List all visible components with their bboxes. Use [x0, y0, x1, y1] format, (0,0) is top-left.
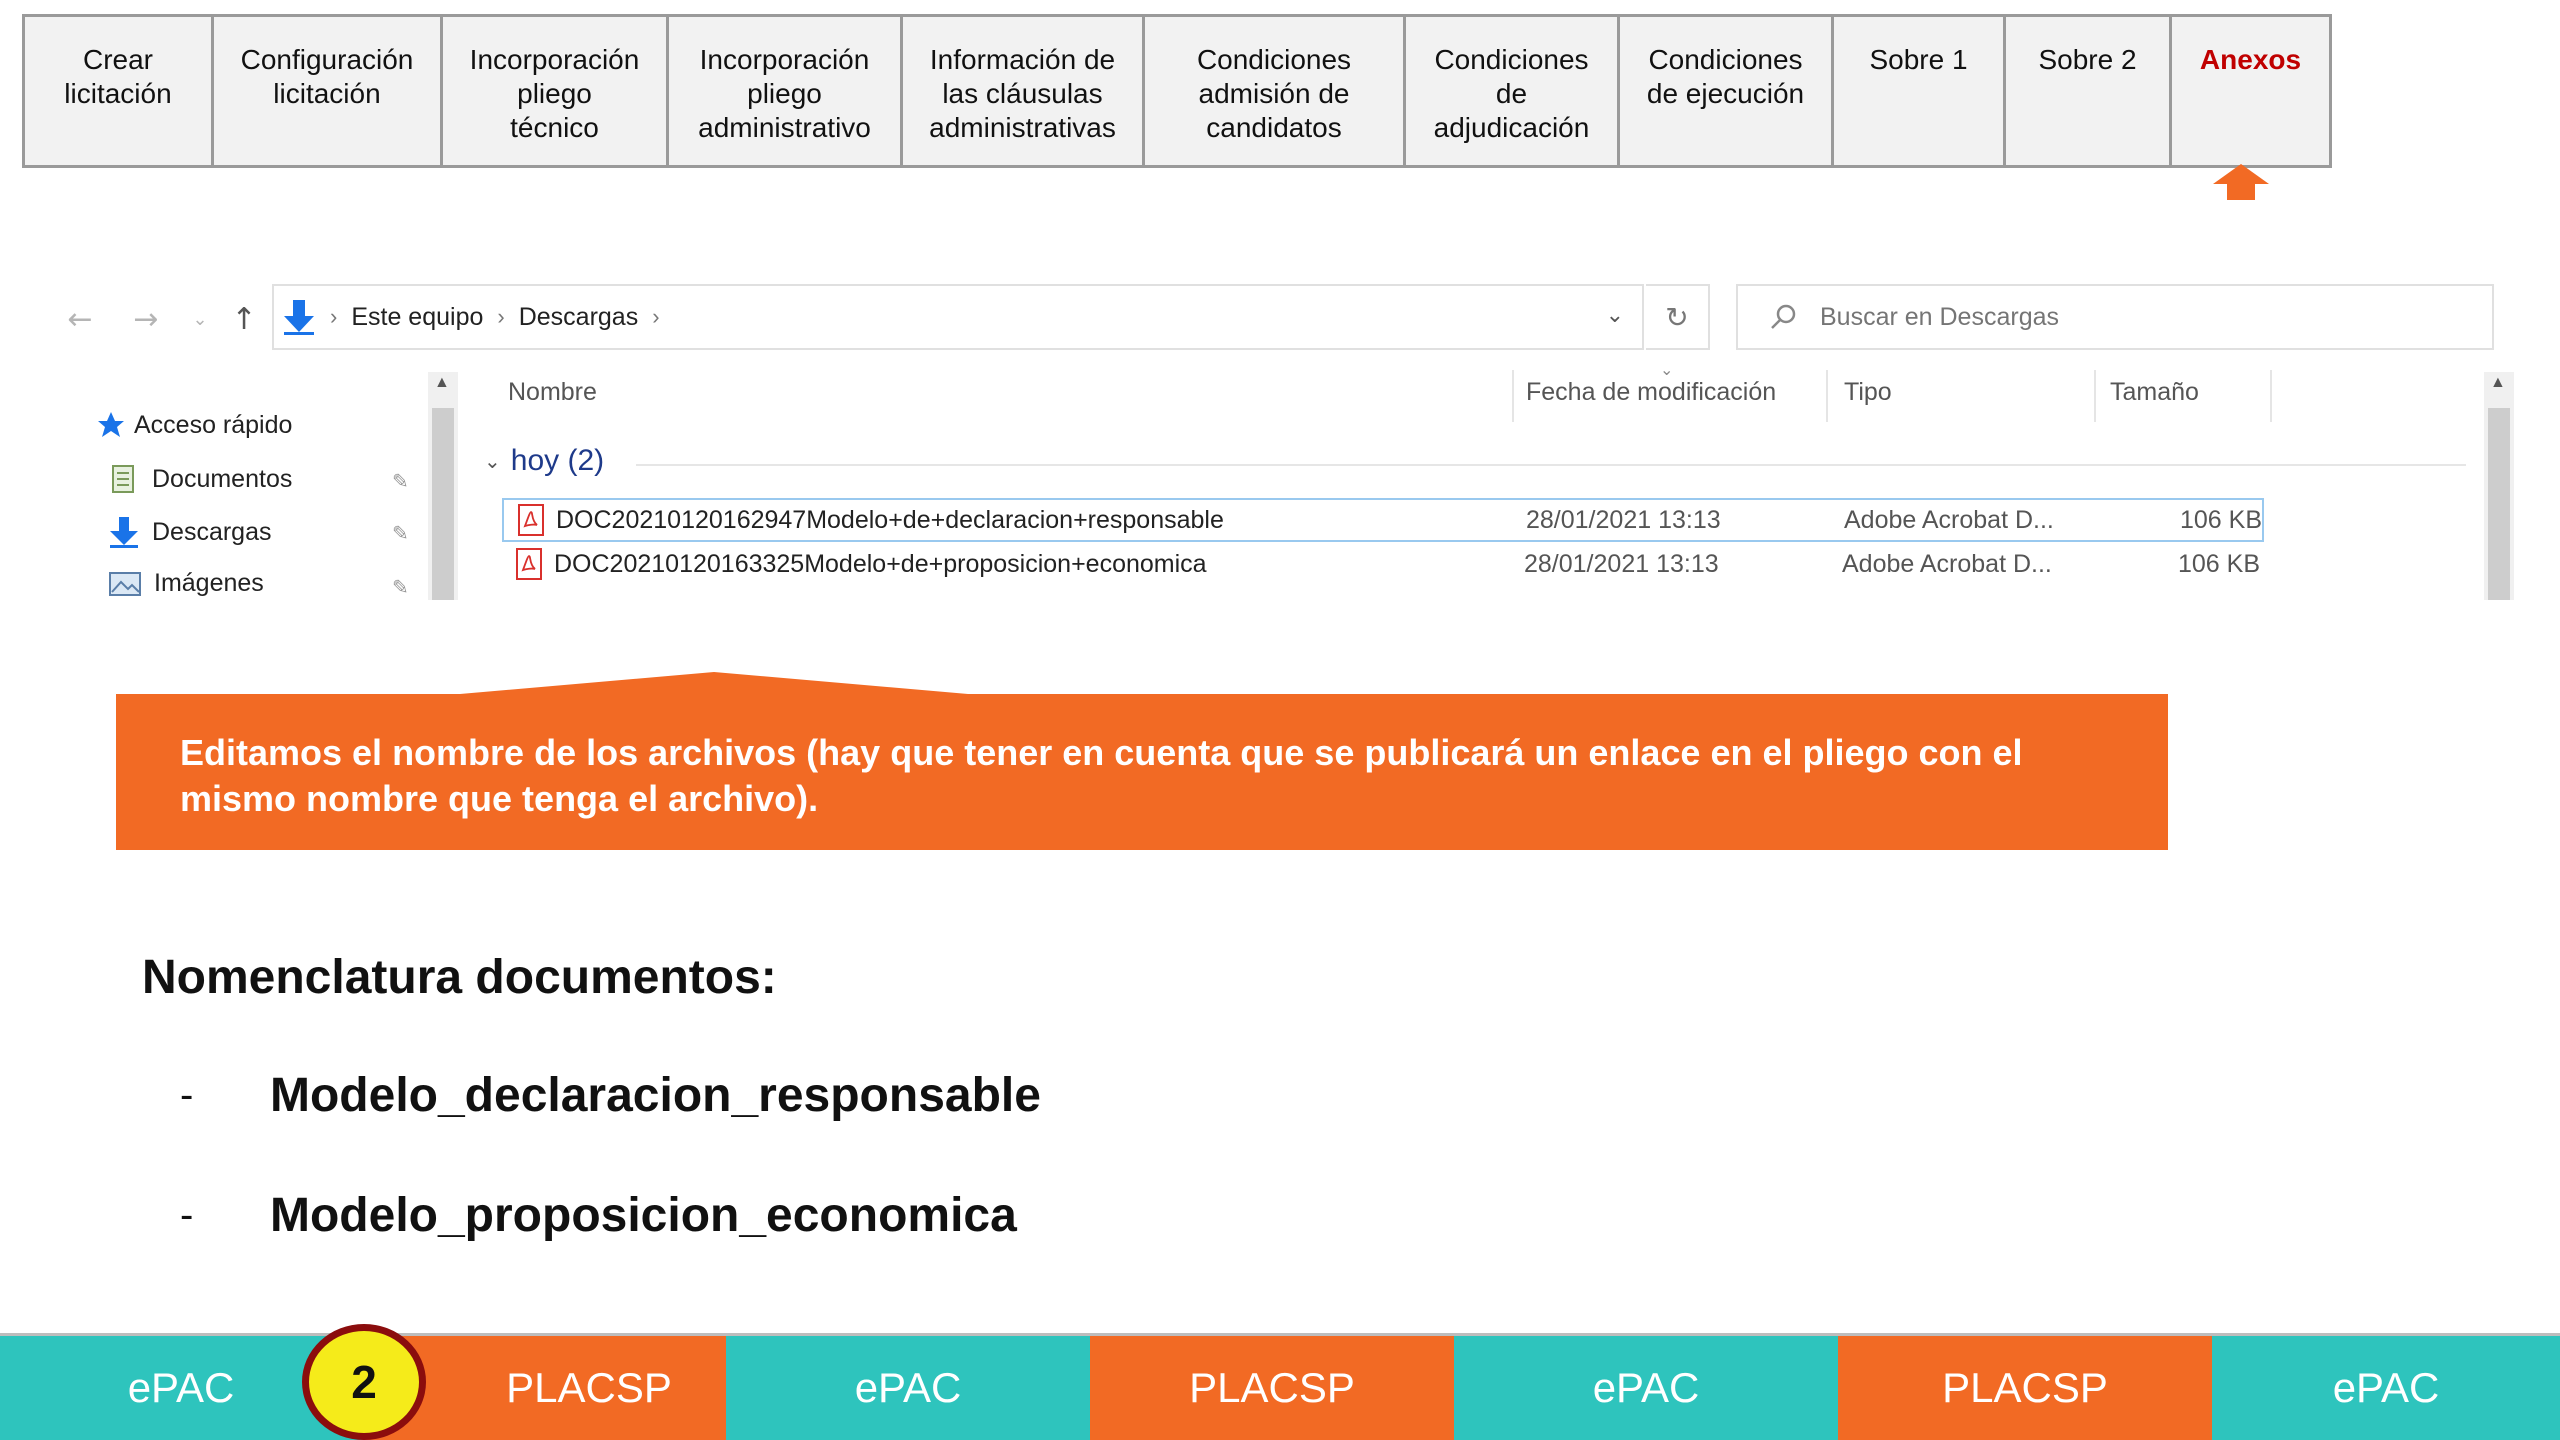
current-step-badge: 2 [302, 1324, 426, 1440]
breadcrumb-descargas[interactable]: Descargas [518, 302, 639, 331]
column-header-size[interactable]: Tamaño [2110, 378, 2199, 406]
pin-icon: ✎ [392, 523, 409, 545]
file-name: DOC20210120163325Modelo+de+proposicion+economica [554, 550, 1207, 578]
file-type: Adobe Acrobat D... [1844, 506, 2054, 534]
column-header-type[interactable]: Tipo [1844, 378, 1892, 406]
scroll-up-icon[interactable]: ▲ [434, 374, 450, 391]
nomenclature-item-text: Modelo_declaracion_responsable [270, 1069, 1041, 1122]
tab-pliego-administrativo[interactable]: Incorporación pliego administrativo [669, 17, 903, 165]
tab-condiciones-adjudicacion[interactable]: Condiciones de adjudicación [1406, 17, 1620, 165]
group-label: hoy (2) [510, 444, 605, 477]
tab-sobre-2[interactable]: Sobre 2 [2006, 17, 2172, 165]
tab-crear-licitacion[interactable]: Crear licitación [25, 17, 214, 165]
file-modified: 28/01/2021 13:13 [1526, 506, 1721, 534]
file-name: DOC20210120162947Modelo+de+declaracion+responsable [556, 506, 1224, 534]
step-epac-3[interactable]: ePAC [1454, 1333, 1838, 1440]
pin-icon: ✎ [392, 577, 409, 599]
pin-icon: ✎ [392, 471, 409, 493]
nav-label: Acceso rápido [134, 410, 293, 439]
tab-condiciones-ejecucion[interactable]: Condiciones de ejecución [1620, 17, 1834, 165]
tab-configuracion-licitacion[interactable]: Configuración licitación [214, 17, 443, 165]
column-header-name[interactable]: Nombre [508, 378, 597, 406]
back-arrow-icon[interactable]: ← [67, 301, 93, 337]
tab-anexos[interactable]: Anexos [2199, 44, 2302, 75]
file-type: Adobe Acrobat D... [1842, 550, 2052, 578]
tab-sobre-1[interactable]: Sobre 1 [1834, 17, 2006, 165]
breadcrumb-este-equipo[interactable]: Este equipo [351, 302, 484, 331]
up-arrow-icon[interactable]: ↑ [231, 301, 257, 337]
forward-arrow-icon[interactable]: → [133, 301, 159, 337]
file-size: 106 KB [2178, 550, 2261, 578]
collapse-chevron-icon[interactable]: ⌄ [484, 450, 501, 473]
bullet-dash: - [180, 1073, 194, 1117]
nomenclature-title: Nomenclatura documentos: [142, 951, 777, 1004]
step-placsp-3[interactable]: PLACSP [1838, 1333, 2212, 1440]
step-epac-2[interactable]: ePAC [726, 1333, 1090, 1440]
nav-label: Imágenes [154, 569, 264, 597]
breadcrumb-separator-icon: › [330, 304, 338, 329]
sort-chevron-icon: ⌄ [1660, 362, 1674, 379]
tab-clausulas-administrativas[interactable]: Información de las cláusulas administrativas [903, 17, 1145, 165]
refresh-icon[interactable]: ↻ [1646, 284, 1710, 350]
file-modified: 28/01/2021 13:13 [1524, 550, 1719, 578]
file-size: 106 KB [2180, 506, 2263, 534]
step-epac-4[interactable]: ePAC [2212, 1333, 2560, 1440]
step-placsp-1[interactable]: PLACSP [362, 1333, 726, 1440]
breadcrumb-separator-icon: › [497, 304, 505, 329]
tab-condiciones-admision[interactable]: Condiciones admisión de candidatos [1145, 17, 1406, 165]
step-placsp-2[interactable]: PLACSP [1090, 1333, 1454, 1440]
nomenclature-item [180, 1068, 1041, 1123]
recent-locations-chevron-icon[interactable]: ⌄ [192, 308, 208, 330]
nav-label: Descargas [152, 517, 272, 546]
column-header-modified[interactable]: Fecha de modificación [1526, 378, 1777, 406]
nav-label: Documentos [152, 464, 293, 493]
tab-pliego-tecnico[interactable]: Incorporación pliego técnico [443, 17, 669, 165]
scroll-up-icon[interactable]: ▲ [2490, 374, 2506, 391]
nomenclature-item [180, 1188, 1017, 1243]
step-epac-1[interactable]: ePAC [0, 1333, 362, 1440]
nomenclature-item-text: Modelo_proposicion_economica [270, 1189, 1017, 1242]
address-dropdown-icon[interactable]: ⌄ [1605, 302, 1624, 327]
breadcrumb-separator-icon: › [652, 304, 660, 329]
callout-text: Editamos el nombre de los archivos (hay que tener en cuenta que se publicará un enlace en el pliego con el mismo nombre que tenga el archivo). [180, 732, 2023, 819]
bullet-dash: - [180, 1193, 194, 1237]
